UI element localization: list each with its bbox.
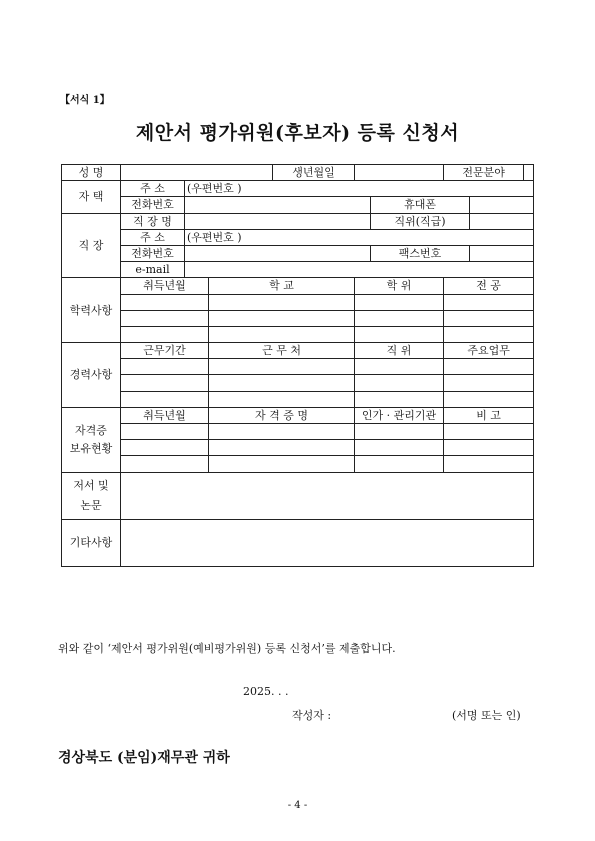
publications-field[interactable] [121, 472, 534, 519]
career-header: 근무기간 [121, 343, 209, 359]
cell[interactable] [121, 375, 209, 391]
cell[interactable] [121, 456, 209, 472]
career-header: 주요업무 [444, 343, 534, 359]
cell[interactable] [209, 310, 355, 326]
others-field[interactable] [121, 519, 534, 566]
career-header: 직 위 [355, 343, 444, 359]
application-form-table [61, 164, 534, 567]
certificate-row [62, 456, 534, 472]
cell[interactable] [444, 440, 534, 456]
education-row [62, 294, 534, 310]
addressee: 경상북도 (분임)재무관 귀하 [58, 750, 230, 766]
education-row [62, 326, 534, 342]
cell[interactable] [209, 359, 355, 375]
cell[interactable] [444, 359, 534, 375]
email-label: e-mail [121, 262, 185, 278]
home-phone-field[interactable] [185, 197, 371, 213]
name-label: 성 명 [62, 165, 121, 181]
certificate-label-line1: 자격증 [75, 423, 107, 437]
cell[interactable] [209, 391, 355, 407]
home-address-field[interactable]: (우편번호 ) [185, 181, 534, 197]
home-address-label: 주 소 [121, 181, 185, 197]
cell[interactable] [355, 359, 444, 375]
cell[interactable] [209, 294, 355, 310]
cell[interactable] [121, 326, 209, 342]
cell[interactable] [121, 440, 209, 456]
cell[interactable] [444, 375, 534, 391]
author-label: 작성자 : [292, 709, 332, 722]
cell[interactable] [355, 326, 444, 342]
certificate-header: 자 격 증 명 [209, 407, 355, 423]
specialty-label: 전문분야 [444, 165, 524, 181]
cell[interactable] [121, 424, 209, 440]
education-label: 학력사항 [62, 278, 121, 343]
publications-label-line2: 논문 [80, 498, 102, 512]
certificate-header: 인가 · 관리기관 [355, 407, 444, 423]
cell[interactable] [209, 440, 355, 456]
career-header: 근 무 처 [209, 343, 355, 359]
home-label: 자 택 [62, 181, 121, 213]
fax-field[interactable] [470, 245, 534, 261]
birth-field[interactable] [355, 165, 444, 181]
position-label: 직위(직급) [371, 213, 470, 229]
date-line: 2025. . . [243, 685, 289, 698]
position-field[interactable] [470, 213, 534, 229]
cell[interactable] [355, 375, 444, 391]
work-address-field[interactable]: (우편번호 ) [185, 229, 534, 245]
cell[interactable] [121, 310, 209, 326]
cell[interactable] [355, 310, 444, 326]
publications-label [62, 472, 121, 519]
document-title: 제안서 평가위원(후보자) 등록 신청서 [135, 122, 460, 144]
fax-label: 팩스번호 [371, 245, 470, 261]
page-number: - 4 - [287, 800, 308, 811]
cell[interactable] [444, 326, 534, 342]
work-phone-field[interactable] [185, 245, 371, 261]
cell[interactable] [121, 294, 209, 310]
certificate-label [62, 407, 121, 472]
career-row [62, 359, 534, 375]
name-field[interactable] [121, 165, 273, 181]
education-header: 학 위 [355, 278, 444, 294]
cell[interactable] [209, 424, 355, 440]
cell[interactable] [444, 310, 534, 326]
cell[interactable] [209, 456, 355, 472]
certificate-row [62, 440, 534, 456]
work-phone-label: 전화번호 [121, 245, 185, 261]
others-label: 기타사항 [62, 519, 121, 566]
work-address-label: 주 소 [121, 229, 185, 245]
cell[interactable] [355, 456, 444, 472]
career-row [62, 375, 534, 391]
cell[interactable] [209, 375, 355, 391]
cell[interactable] [444, 424, 534, 440]
certificate-header: 취득년월 [121, 407, 209, 423]
certificate-label-line2: 보유현황 [69, 441, 113, 455]
declaration-text: 위와 같이 ‘제안서 평가위원(예비평가위원) 등록 신청서’를 제출합니다. [58, 642, 396, 655]
cell[interactable] [355, 440, 444, 456]
certificate-row [62, 424, 534, 440]
cell[interactable] [355, 424, 444, 440]
mobile-field[interactable] [470, 197, 534, 213]
email-field[interactable] [185, 262, 534, 278]
cell[interactable] [444, 391, 534, 407]
cell[interactable] [121, 391, 209, 407]
cell[interactable] [355, 294, 444, 310]
workplace-field[interactable] [185, 213, 371, 229]
education-header: 전 공 [444, 278, 534, 294]
cell[interactable] [444, 294, 534, 310]
career-row [62, 391, 534, 407]
cell[interactable] [355, 391, 444, 407]
mobile-label: 휴대폰 [371, 197, 470, 213]
cell[interactable] [209, 326, 355, 342]
birth-label: 생년월일 [273, 165, 355, 181]
cell[interactable] [121, 359, 209, 375]
education-row [62, 310, 534, 326]
signature-label: (서명 또는 인) [452, 709, 521, 722]
career-label: 경력사항 [62, 343, 121, 408]
cell[interactable] [444, 456, 534, 472]
publications-label-line1: 저서 및 [73, 478, 109, 492]
work-label: 직 장 [62, 213, 121, 278]
specialty-field[interactable] [524, 165, 534, 181]
workplace-label: 직 장 명 [121, 213, 185, 229]
form-number: 【서식 1】 [60, 95, 110, 106]
home-phone-label: 전화번호 [121, 197, 185, 213]
education-header: 취득년월 [121, 278, 209, 294]
certificate-header: 비 고 [444, 407, 534, 423]
education-header: 학 교 [209, 278, 355, 294]
